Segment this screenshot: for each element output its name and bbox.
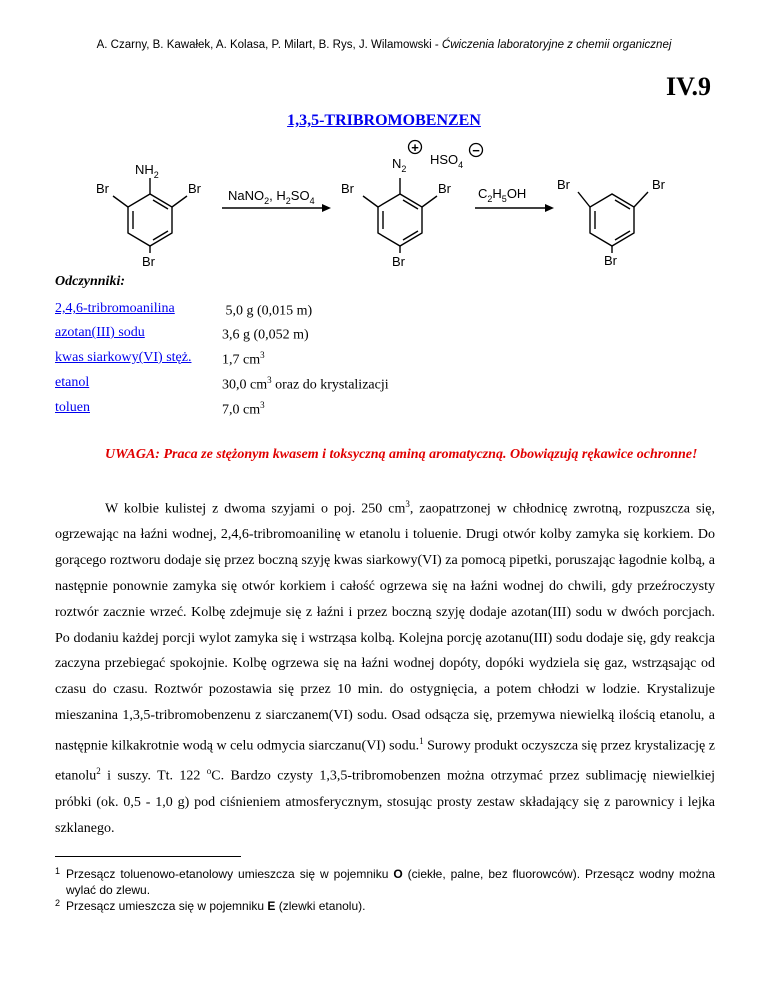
footnote: 1 Przesącz toluenowo-etanolowy umieszcza się w pojemniku O (ciekłe, palne, bez fluorowców). Przesącz wodny można wylać do zlewu.: [55, 866, 716, 897]
header-authors: A. Czarny, B. Kawałek, A. Kolasa, P. Milart, B. Rys, J. Wilamowski -: [96, 39, 442, 51]
br-label: Br: [96, 181, 109, 196]
br-label: Br: [341, 181, 354, 196]
reagent-link-ethanol[interactable]: etanol: [55, 375, 90, 390]
br-label: Br: [438, 181, 451, 196]
br-label: Br: [392, 254, 405, 269]
arrow-head-icon: [545, 204, 554, 212]
safety-warning: UWAGA: Praca ze stężonym kwasem i toksyczną aminą aromatyczną. Obowiązują rękawice ochronne!: [105, 447, 698, 462]
header-book-title: Ćwiczenia laboratoryjne z chemii organicznej: [441, 39, 672, 51]
footnote: 2 Przesącz umieszcza się w pojemniku E (zlewki etanolu).: [55, 898, 366, 913]
reagents-heading: Odczynniki:: [55, 274, 125, 289]
br-label: Br: [652, 177, 665, 192]
reagent-nitrite-acid: NaNO$_2$, $H_2SO_4$: [228, 188, 315, 206]
diazonium-label: $N_2$: [392, 156, 407, 174]
reagent-link-toluene[interactable]: toluen: [55, 400, 90, 415]
reagent-amount: 30,0 $cm^3$ oraz do krystalizacji: [222, 375, 389, 393]
reagent-link-sodium-nitrite[interactable]: azotan(III) sodu: [55, 325, 145, 340]
br-label: Br: [604, 253, 617, 268]
footnote-divider: [55, 856, 241, 857]
reagent-amount: 3,6 g (0,052 m): [222, 327, 309, 343]
reaction-scheme: [0, 0, 768, 270]
reagent-ethanol: $C_2H_5OH$: [478, 186, 527, 204]
arrow-head-icon: [322, 204, 331, 212]
br-label: Br: [142, 254, 155, 269]
br-label: Br: [557, 177, 570, 192]
ring-tribromoaniline: [113, 178, 187, 253]
reagent-link-tribromoaniline[interactable]: 2,4,6-tribromoanilina: [55, 301, 175, 316]
ring-tribromobenzene: [578, 192, 648, 253]
reagent-amount: 5,0 g (0,015 m): [225, 303, 313, 319]
counter-ion-label: $HSO_4$: [430, 152, 464, 170]
br-label: Br: [188, 181, 201, 196]
section-number: IV.9: [665, 72, 711, 101]
reagent-amount: 7,0 $cm^3$: [222, 400, 265, 418]
plus-sign: +: [411, 140, 419, 155]
procedure-text: W kolbie kulistej z dwoma szyjami o poj. 250 $cm^3$, zaopatrzonej w chłodnicę zwrotną, rozpuszcza się, ogrzewając na łaźni wodnej, 2,4,6-tribromoanilinę w etanolu i toluenie. Drugi otwór kolby zamyka się korkiem. Do gorącego roztworu dodaje się przez boczną szyję kwas siarkowy(VI) za pomocą pipetki, poruszając łagodnie kolbą, a następnie ponownie zamyka się otwór korkiem i całość ogrzewa się na łaźni wodnej do chwili, gdy przeźroczysty roztwór zacznie wrzeć. Kolbę zdejmuje się z łaźni i przez boczną szyję dodaje azotan(III) sodu w dwóch porcjach. Po dodaniu każdej porcji wylot zamyka się i wstrząsa kolbą. Kolejna porcję azotanu(III) sodu dodaje się, gdy reakcja zaczyna przebiegać spokojnie. Kolbę ogrzewa się na łaźni wodnej dopóty, dopóki wydziela się gaz, wstrząsając od czasu do czasu. Roztwór pozostawia się przez 10 min. do ostygnięcia, a potem chłodzi w lodzie. Krystalizuje mieszanina 1,3,5-tribromobenzenu z siarczanem(VI) sodu. Osad odsącza się, przemywa niewielką ilością etanolu, a następnie kilkakrotnie wodą w celu odmycia siarczanu(VI) sodu.$^1$ Surowy produkt oczyszcza się przez krystalizację z etanolu$^2$ i suszy. Tt. 122 $^o$C. Bardzo czysty 1,3,5-tribromobenzen można otrzymać przez sublimację niewielkiej próbki (ok. 0,5 - 1,0 g) pod ciśnieniem atmosferycznym, stosując prosty zestaw składający się z parownicy i lejka szklanego.: [55, 499, 716, 836]
page-title[interactable]: 1,3,5-TRIBROMOBENZEN: [287, 112, 481, 129]
ring-diazonium: [363, 178, 437, 253]
amine-label: $NH_2$: [135, 162, 159, 180]
reagent-amount: 1,7 $cm^3$: [222, 350, 265, 368]
minus-sign: −: [472, 143, 480, 158]
reagent-link-sulfuric-acid[interactable]: kwas siarkowy(VI) stęż.: [55, 350, 192, 365]
